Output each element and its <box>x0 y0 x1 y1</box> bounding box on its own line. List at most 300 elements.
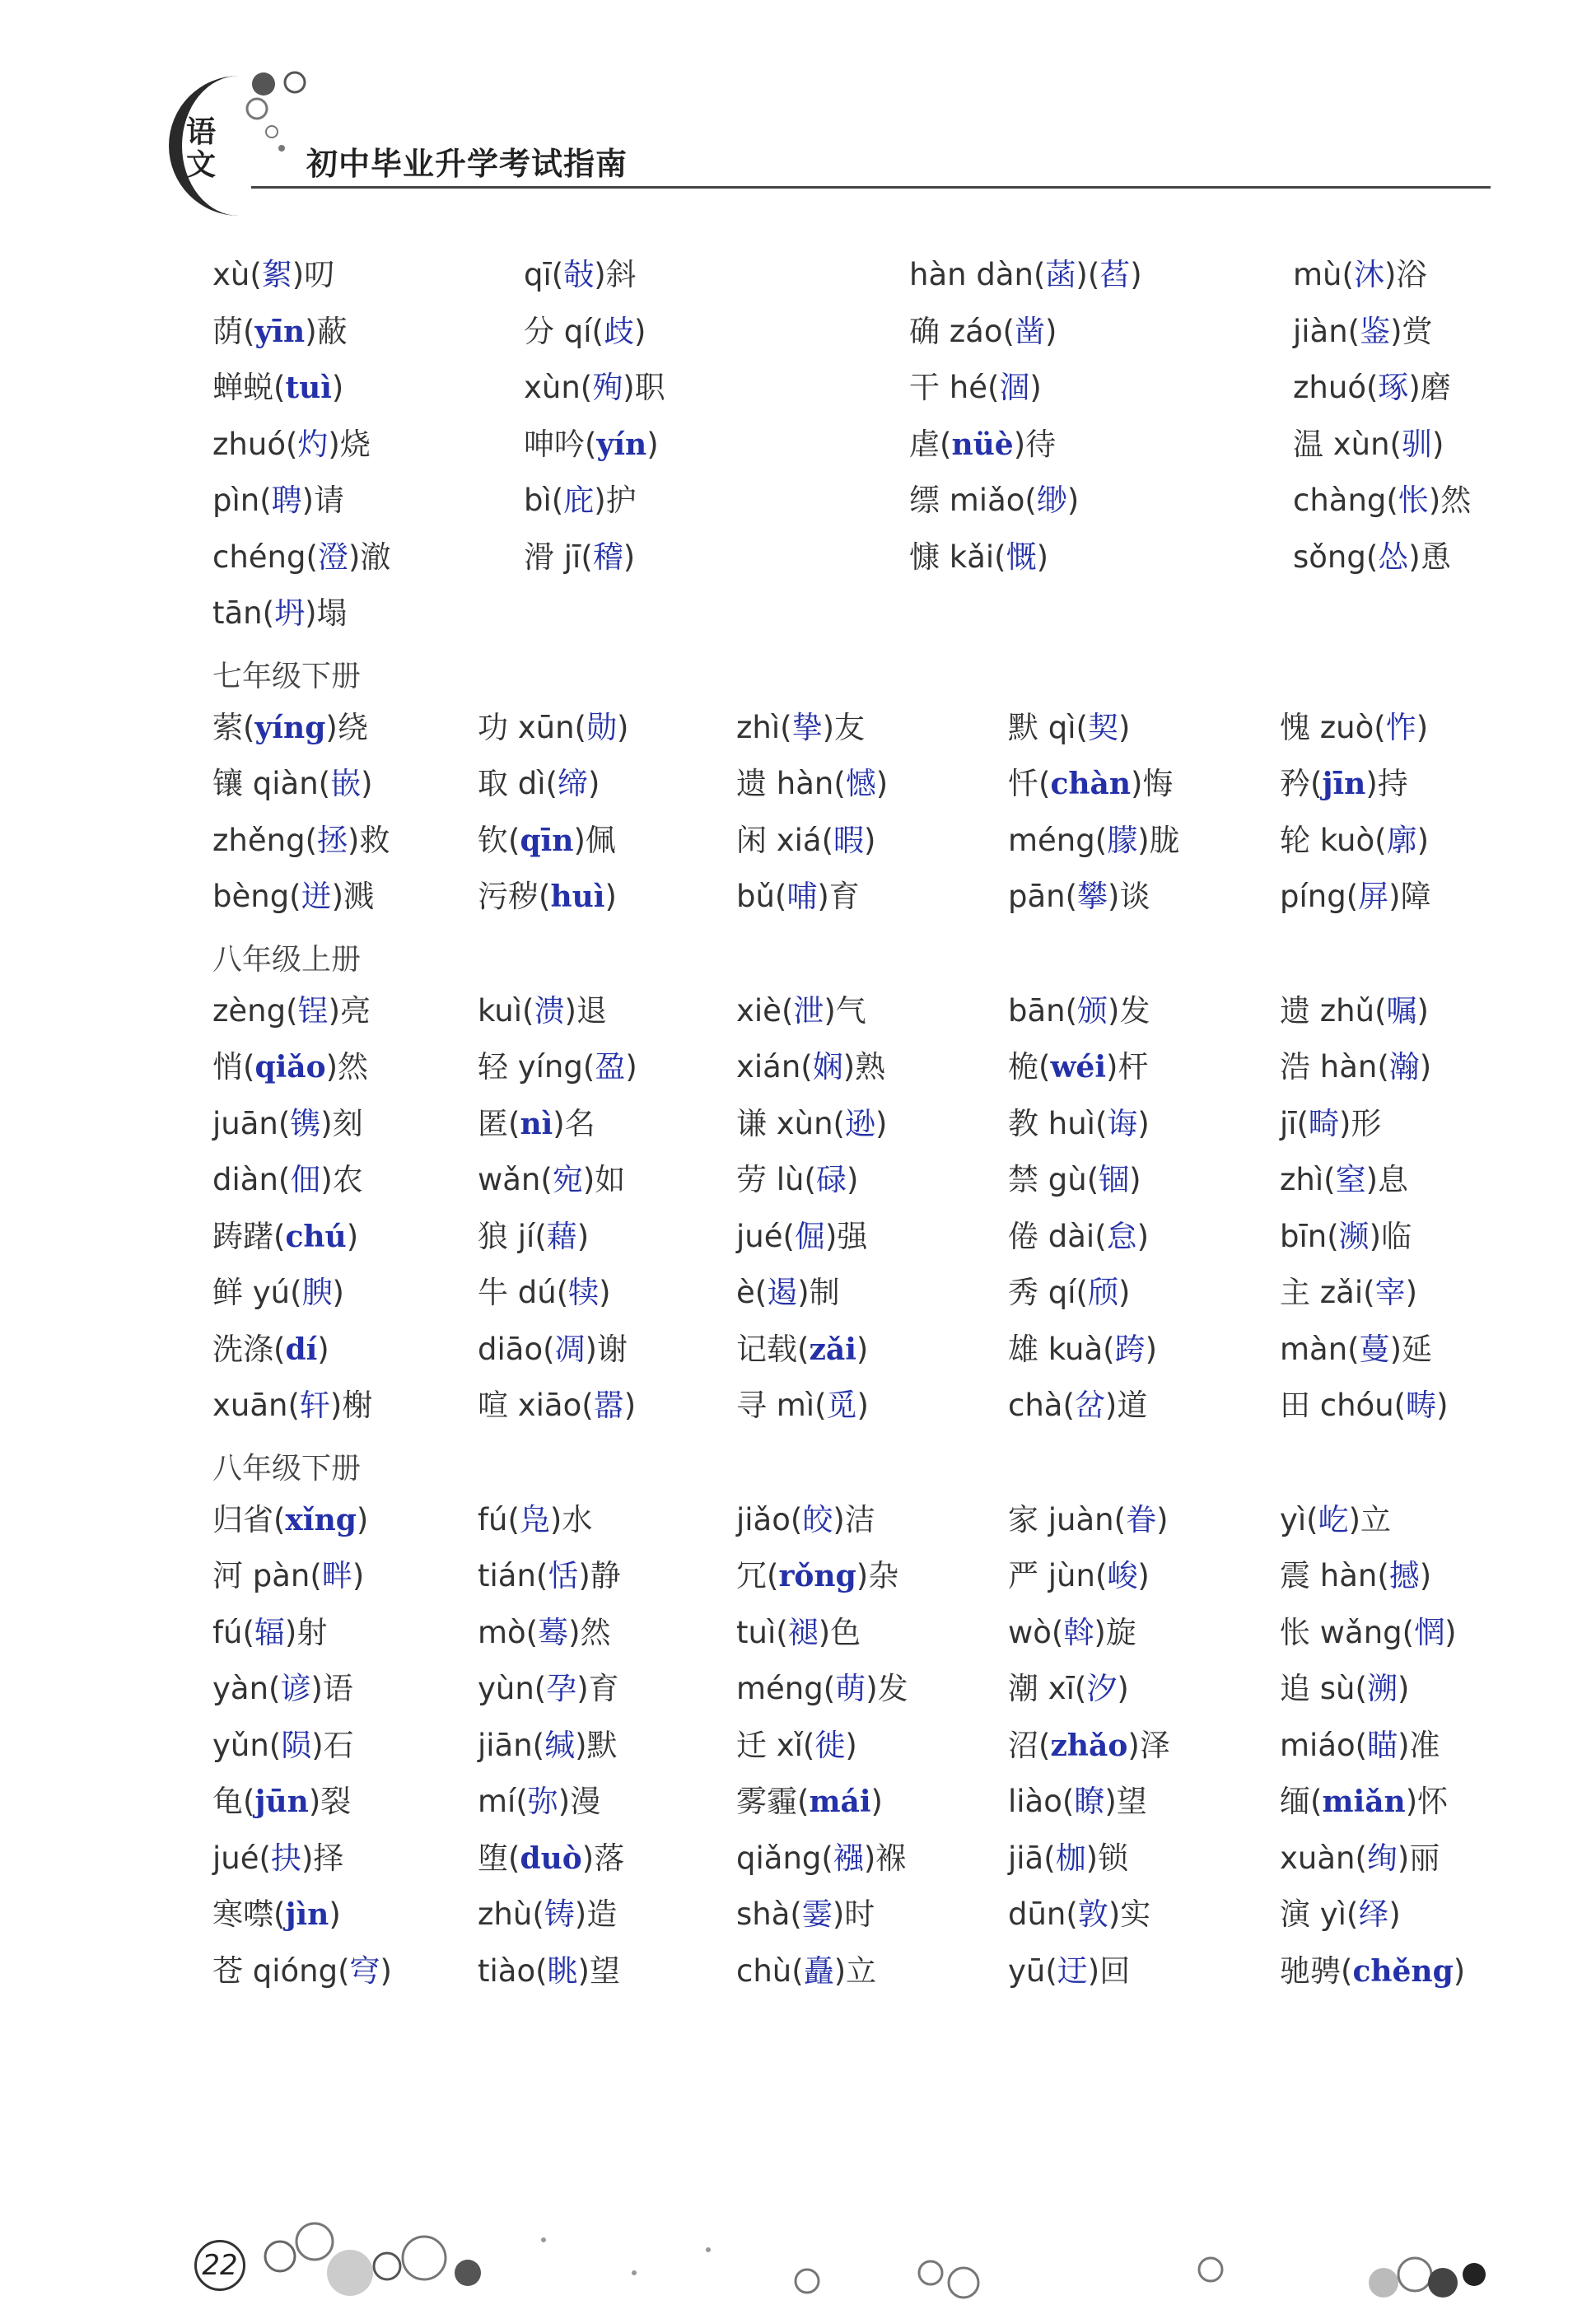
vocab-prefix: 堕( <box>478 1840 520 1876</box>
vocab-item <box>1280 1605 1497 1662</box>
vocab-suffix: )育 <box>576 1671 619 1706</box>
vocab-prefix: 萦( <box>212 709 255 745</box>
vocab-prefix: diāo( <box>478 1331 555 1367</box>
vocab-item <box>1293 247 1497 304</box>
vocab-prefix: 轻 yíng( <box>478 1049 595 1085</box>
vocab-prefix: 矜( <box>1280 766 1323 801</box>
vocab-item <box>1280 813 1497 870</box>
vocab-item <box>212 1096 478 1153</box>
vocab-suffix: )制 <box>797 1275 840 1310</box>
vocab-answer: 萌 <box>835 1671 866 1706</box>
vocab-answer: 徙 <box>814 1727 846 1763</box>
vocab-answer: duò <box>520 1840 582 1876</box>
vocab-item <box>1008 1039 1280 1096</box>
vocab-answer: 憾 <box>845 766 876 801</box>
vocab-item <box>736 1661 1008 1718</box>
vocab-item <box>212 1039 478 1096</box>
vocab-suffix: )立 <box>1348 1501 1392 1537</box>
vocab-item <box>1008 1209 1280 1266</box>
vocab-suffix: )延 <box>1389 1331 1433 1367</box>
vocab-item <box>478 1265 736 1322</box>
vocab-suffix: )然 <box>325 1049 369 1085</box>
vocab-item <box>736 813 1008 870</box>
vocab-item <box>212 983 478 1040</box>
vocab-prefix: 禁 gù( <box>1008 1162 1099 1197</box>
section-title: 八年级下册 <box>212 1451 362 1486</box>
vocab-prefix: 慷 kǎi( <box>909 539 1006 575</box>
vocab-answer: 腴 <box>301 1275 333 1310</box>
vocab-prefix: méng( <box>1008 822 1108 858</box>
vocab-answer: 辐 <box>254 1614 285 1650</box>
vocab-suffix: )漫 <box>558 1784 601 1819</box>
vocab-suffix: )农 <box>320 1162 363 1197</box>
vocab-prefix: miáo( <box>1280 1727 1368 1763</box>
vocab-suffix: ) <box>331 370 344 405</box>
vocabulary-content <box>212 247 1497 1999</box>
vocab-suffix: )名 <box>553 1105 595 1141</box>
vocab-item <box>1280 983 1497 1040</box>
vocab-item <box>212 1718 478 1775</box>
vocab-item <box>736 1831 1008 1887</box>
vocab-item <box>212 1548 478 1605</box>
vocab-suffix: ) <box>875 1105 888 1141</box>
vocab-answer: 宛 <box>552 1162 583 1197</box>
vocab-answer: 溯 <box>1366 1671 1398 1706</box>
vocab-answer: 怠 <box>1106 1218 1137 1254</box>
vocab-prefix: liào( <box>1008 1784 1075 1819</box>
vocab-item <box>1008 1265 1280 1322</box>
vocab-prefix: tān( <box>212 595 275 631</box>
vocab-answer: 怍 <box>1385 709 1416 745</box>
vocab-answer: 矗 <box>803 1952 834 1989</box>
vocab-prefix: 功 xūn( <box>478 709 586 745</box>
vocab-suffix: ) <box>623 1388 637 1423</box>
vocab-prefix: pān( <box>1008 879 1078 914</box>
vocab-answer: 聘 <box>271 483 302 518</box>
vocab-suffix: ) <box>633 313 646 349</box>
vocab-item <box>1008 1943 1280 2000</box>
vocab-answer: 廓 <box>1386 822 1417 858</box>
vocab-prefix: zhì( <box>736 709 792 745</box>
vocab-prefix: diàn( <box>212 1162 291 1197</box>
vocab-prefix: 严 jùn( <box>1008 1558 1108 1593</box>
vocab-suffix: ) <box>1419 1049 1432 1085</box>
vocab-answer: jūn <box>254 1784 309 1819</box>
vocab-grid <box>212 700 1497 926</box>
vocab-prefix: zhěng( <box>212 822 318 858</box>
vocab-suffix: )悔 <box>1131 766 1174 801</box>
vocab-suffix: ) <box>623 539 636 575</box>
vocab-suffix: )亮 <box>328 992 371 1029</box>
vocab-prefix: pìn( <box>212 483 272 518</box>
section-title: 七年级下册 <box>212 659 362 693</box>
vocab-answer: rǒng <box>778 1559 856 1593</box>
vocab-prefix: jué( <box>212 1840 271 1876</box>
vocab-answer: 峻 <box>1107 1558 1138 1593</box>
vocab-item <box>909 360 1293 417</box>
vocab-suffix: ) <box>1145 1331 1158 1367</box>
vocab-item <box>524 247 909 304</box>
vocab-answer: 缈 <box>1036 483 1067 518</box>
vocab-answer: 遏 <box>767 1275 798 1310</box>
vocab-prefix: 桅( <box>1008 1049 1051 1085</box>
vocab-answer: 屏 <box>1358 879 1389 914</box>
vocab-item <box>1008 1492 1280 1549</box>
vocab-suffix: )佩 <box>573 822 616 858</box>
vocab-item <box>736 1378 1008 1435</box>
vocab-item <box>524 304 909 361</box>
vocab-suffix: ) <box>576 1218 590 1254</box>
vocab-answer: 凫 <box>519 1501 550 1537</box>
vocab-prefix: 潮 xī( <box>1008 1671 1087 1706</box>
vocab-answer: chěng <box>1352 1953 1454 1989</box>
vocab-suffix: )赏 <box>1390 313 1433 349</box>
vocab-prefix: 悄( <box>212 1049 255 1085</box>
vocab-prefix: 取 dì( <box>478 766 558 801</box>
vocab-suffix: )斜 <box>594 257 637 292</box>
vocab-answer: 涸 <box>999 370 1030 405</box>
vocab-prefix: 倦 dài( <box>1008 1218 1107 1254</box>
vocab-item <box>1280 1096 1497 1153</box>
vocab-suffix: )请 <box>301 483 345 518</box>
vocab-suffix: ) <box>332 1275 344 1310</box>
vocab-suffix: )障 <box>1388 879 1431 914</box>
vocab-answer: 屹 <box>1318 1501 1349 1537</box>
vocab-suffix: )塌 <box>305 595 348 631</box>
vocab-answer: miǎn <box>1322 1784 1406 1819</box>
vocab-prefix: bǔ( <box>736 879 787 914</box>
vocab-prefix: 遗 zhǔ( <box>1280 992 1387 1029</box>
vocab-answer: 盈 <box>595 1049 626 1085</box>
vocab-item <box>478 1039 736 1096</box>
vocab-suffix: ) <box>1118 709 1131 745</box>
vocab-prefix: 田 chóu( <box>1280 1388 1407 1423</box>
vocab-prefix: 教 huì( <box>1008 1105 1108 1141</box>
vocab-suffix: )杆 <box>1106 1049 1149 1085</box>
vocab-prefix: 演 yì( <box>1280 1896 1359 1932</box>
vocab-item <box>212 1492 478 1549</box>
book-title: 初中毕业升学考试指南 <box>306 145 628 182</box>
vocab-prefix: 怅 wǎng( <box>1280 1614 1415 1650</box>
vocab-suffix: ) <box>846 1162 859 1197</box>
vocab-prefix: 轮 kuò( <box>1280 822 1387 858</box>
vocab-suffix: )色 <box>818 1614 861 1650</box>
vocab-answer: 碌 <box>815 1162 847 1197</box>
vocab-answer: jīn <box>1322 767 1366 801</box>
subject-label: 语文 <box>186 114 217 182</box>
vocab-answer: 谚 <box>280 1671 311 1706</box>
vocab-prefix: 追 sù( <box>1280 1671 1367 1706</box>
vocab-suffix: ) <box>352 1558 365 1593</box>
vocab-item <box>478 1209 736 1266</box>
vocab-item <box>1008 1096 1280 1153</box>
vocab-answer: 跨 <box>1114 1331 1146 1367</box>
vocab-prefix: yǔn( <box>212 1727 282 1763</box>
vocab-answer: 瀚 <box>1388 1049 1420 1085</box>
vocab-suffix: )刻 <box>320 1105 363 1141</box>
vocab-suffix: ) <box>604 879 617 914</box>
vocab-item <box>736 983 1008 1040</box>
vocab-prefix: chà( <box>1008 1388 1075 1423</box>
header-rule <box>251 186 1491 189</box>
vocab-suffix: )榭 <box>329 1388 373 1423</box>
vocab-answer: 抉 <box>270 1840 301 1876</box>
vocab-answer: 驯 <box>1402 426 1432 462</box>
vocab-answer: yíng <box>254 710 326 745</box>
vocab-item <box>736 1039 1008 1096</box>
vocab-prefix: 冗( <box>736 1558 779 1593</box>
vocab-suffix: )谢 <box>585 1331 628 1367</box>
vocab-item <box>1280 1943 1497 2000</box>
vocab-prefix: chàng( <box>1293 483 1398 518</box>
vocab-item <box>212 417 524 474</box>
vocab-answer: 蔓 <box>1359 1331 1390 1367</box>
vocab-suffix: )救 <box>348 822 390 858</box>
vocab-item <box>478 1096 736 1153</box>
vocab-answer: 绚 <box>1366 1840 1398 1876</box>
vocab-prefix: 干 hé( <box>909 370 1000 405</box>
vocab-answer: 怂 <box>1378 539 1409 575</box>
vocab-prefix: 踌躇( <box>212 1218 286 1254</box>
vocab-item <box>478 1492 736 1549</box>
vocab-answer: 瞄 <box>1367 1727 1398 1763</box>
vocab-prefix: zhì( <box>1280 1162 1336 1197</box>
vocab-suffix: ) <box>1130 257 1142 292</box>
vocab-prefix: wò( <box>1008 1614 1064 1650</box>
vocab-item <box>478 1774 736 1831</box>
vocab-prefix: 谦 xùn( <box>736 1105 845 1141</box>
vocab-prefix: 荫( <box>212 313 255 349</box>
vocab-item <box>212 360 524 417</box>
vocab-prefix: 鲜 yú( <box>212 1275 302 1310</box>
vocab-answer: 眺 <box>547 1952 578 1989</box>
vocab-suffix: )护 <box>594 483 637 518</box>
vocab-suffix: ) <box>361 766 373 801</box>
vocab-suffix: )谈 <box>1108 879 1150 914</box>
vocab-item <box>736 1774 1008 1831</box>
vocab-suffix: )溅 <box>331 879 375 914</box>
vocab-item <box>736 1943 1008 2000</box>
vocab-item <box>1280 869 1497 926</box>
vocab-prefix: 雄 kuà( <box>1008 1331 1115 1367</box>
vocab-prefix: 钦( <box>478 822 520 858</box>
vocab-item <box>478 983 736 1040</box>
vocab-prefix: 苍 qióng( <box>212 1952 350 1989</box>
vocab-answer: 哺 <box>786 879 818 914</box>
vocab-item <box>736 1492 1008 1549</box>
vocab-prefix: 劳 lù( <box>736 1162 816 1197</box>
vocab-item <box>212 585 524 642</box>
vocab-item <box>212 1152 478 1209</box>
vocab-suffix: )( <box>1076 257 1100 292</box>
vocab-item <box>736 1322 1008 1379</box>
vocab-prefix: 闲 xiá( <box>736 822 834 858</box>
vocab-answer: chú <box>285 1219 347 1254</box>
vocab-suffix: )临 <box>1369 1218 1412 1254</box>
vocab-item <box>1008 869 1280 926</box>
vocab-answer: 枷 <box>1055 1840 1086 1876</box>
vocab-prefix: 默 qì( <box>1008 709 1088 745</box>
vocab-answer: 犊 <box>568 1275 600 1310</box>
vocab-item <box>1008 1605 1280 1662</box>
vocab-suffix: )如 <box>582 1162 626 1197</box>
vocab-answer: 挚 <box>791 709 823 745</box>
vocab-prefix: yì( <box>1280 1501 1318 1537</box>
vocab-answer: yīn <box>254 314 306 349</box>
vocab-suffix: )语 <box>310 1671 353 1706</box>
vocab-suffix: )待 <box>1013 426 1057 462</box>
vocab-suffix: )职 <box>623 370 665 405</box>
vocab-answer: 岔 <box>1074 1388 1105 1423</box>
vocab-suffix: )落 <box>581 1840 625 1876</box>
vocab-prefix: 洗涤( <box>212 1331 286 1367</box>
vocab-suffix: ) <box>329 1896 341 1932</box>
vocab-prefix: 雾霾( <box>736 1784 810 1819</box>
vocab-item <box>909 473 1293 530</box>
vocab-prefix: mù( <box>1293 257 1354 292</box>
vocab-item <box>478 1548 736 1605</box>
vocab-prefix: 缅( <box>1280 1784 1323 1819</box>
vocab-suffix: )然 <box>568 1614 611 1650</box>
vocab-item <box>1008 1661 1280 1718</box>
vocab-answer: 缄 <box>544 1727 576 1763</box>
vocab-answer: 暇 <box>833 822 865 858</box>
vocab-answer: 绎 <box>1358 1896 1389 1932</box>
vocab-suffix: ) <box>1416 822 1430 858</box>
vocab-item <box>478 1887 736 1943</box>
vocab-suffix: ) <box>875 766 889 801</box>
vocab-item <box>212 304 524 361</box>
vocab-prefix: jiǎo( <box>736 1501 803 1537</box>
vocab-answer: 逊 <box>845 1105 875 1141</box>
vocab-prefix: 震 hàn( <box>1280 1558 1389 1593</box>
vocab-prefix: 虐( <box>909 426 952 462</box>
vocab-item <box>1280 1887 1497 1943</box>
vocab-prefix: 牛 dú( <box>478 1275 569 1310</box>
vocab-suffix: ) <box>1137 1558 1150 1593</box>
vocab-answer: 契 <box>1087 709 1118 745</box>
vocab-suffix: )怀 <box>1405 1784 1449 1819</box>
vocab-answer: 濒 <box>1338 1218 1370 1254</box>
vocab-prefix: sǒng( <box>1293 539 1379 575</box>
vocab-answer: 嚣 <box>593 1388 624 1423</box>
vocab-suffix: )望 <box>1104 1784 1147 1819</box>
vocab-suffix: ) <box>856 1331 869 1367</box>
vocab-suffix: ) <box>1029 370 1042 405</box>
vocab-item <box>212 1209 478 1266</box>
vocab-item <box>524 417 909 474</box>
vocab-suffix: ) <box>1388 1896 1401 1932</box>
vocab-prefix: dūn( <box>1008 1896 1078 1932</box>
vocab-suffix: )褓 <box>863 1840 907 1876</box>
vocab-prefix: 主 zǎi( <box>1280 1275 1375 1310</box>
vocab-item <box>1280 1718 1497 1775</box>
vocab-answer: 宰 <box>1374 1275 1406 1310</box>
vocab-answer: 坍 <box>274 595 306 631</box>
vocab-prefix: yàn( <box>212 1671 281 1706</box>
vocab-prefix: 寒噤( <box>212 1896 286 1932</box>
vocab-item <box>1280 1209 1497 1266</box>
vocab-suffix: ) <box>1405 1275 1418 1310</box>
vocab-suffix: )胧 <box>1137 822 1180 858</box>
vocab-prefix: wǎn( <box>478 1162 553 1197</box>
vocab-answer: 缔 <box>557 766 588 801</box>
vocab-item <box>909 304 1293 361</box>
vocab-suffix: ) <box>625 1049 637 1085</box>
vocab-suffix: ) <box>617 709 629 745</box>
vocab-answer: 迂 <box>1057 1952 1088 1989</box>
vocab-answer: 颀 <box>1087 1275 1118 1310</box>
vocab-suffix: )叨 <box>292 257 335 292</box>
vocab-suffix: ) <box>1416 709 1429 745</box>
vocab-suffix: ) <box>1453 1952 1466 1989</box>
footer-bubbles-decoration <box>247 2190 1499 2306</box>
vocab-item <box>909 247 1293 304</box>
vocab-prefix: zèng( <box>212 992 298 1029</box>
vocab-prefix: jiàn( <box>1293 313 1360 349</box>
vocab-grid-top <box>212 247 1497 642</box>
vocab-suffix: ) <box>1419 1558 1432 1593</box>
vocab-prefix: 忏( <box>1008 766 1051 801</box>
vocab-item <box>909 530 1293 586</box>
vocab-item <box>1280 1831 1497 1887</box>
vocab-answer: 萏 <box>1099 257 1131 292</box>
vocab-item <box>212 756 478 813</box>
vocab-answer: 畴 <box>1406 1388 1437 1423</box>
vocab-suffix: )发 <box>1108 992 1150 1029</box>
vocab-item <box>1008 813 1280 870</box>
vocab-answer: 撼 <box>1388 1558 1420 1593</box>
vocab-answer: 嵌 <box>330 766 362 801</box>
vocab-item <box>212 700 478 757</box>
vocab-answer: mái <box>809 1784 871 1819</box>
vocab-prefix: 龟( <box>212 1784 255 1819</box>
vocab-answer: yín <box>596 427 647 462</box>
vocab-suffix: ) <box>1044 313 1057 349</box>
vocab-grid <box>212 1492 1497 2000</box>
vocab-prefix: xuàn( <box>1280 1840 1367 1876</box>
vocab-prefix: jué( <box>736 1218 795 1254</box>
vocab-suffix: )形 <box>1339 1105 1382 1141</box>
vocab-answer: 娴 <box>812 1049 843 1085</box>
vocab-item <box>1293 473 1497 530</box>
vocab-answer: 凿 <box>1014 313 1045 349</box>
vocab-answer: xǐng <box>285 1502 357 1537</box>
vocab-item <box>1280 1492 1497 1549</box>
vocab-item <box>1280 1774 1497 1831</box>
vocab-prefix: fú( <box>212 1614 254 1650</box>
vocab-item <box>478 1322 736 1379</box>
vocab-item <box>478 1831 736 1887</box>
vocab-item <box>736 1605 1008 1662</box>
vocab-prefix: 浩 hàn( <box>1280 1049 1389 1085</box>
vocab-answer: 镌 <box>290 1105 321 1141</box>
vocab-suffix: ) <box>1156 1501 1169 1537</box>
vocab-answer: 轩 <box>299 1388 330 1423</box>
vocab-answer: 汐 <box>1086 1671 1118 1706</box>
vocab-sections <box>212 654 1497 2000</box>
vocab-prefix: tuì( <box>736 1614 788 1650</box>
vocab-answer: 弥 <box>527 1784 558 1819</box>
vocab-prefix: jī( <box>1280 1105 1309 1141</box>
vocab-suffix: )浴 <box>1384 257 1427 292</box>
vocab-item <box>478 1378 736 1435</box>
vocab-item <box>736 1152 1008 1209</box>
vocab-suffix: ) <box>845 1727 857 1763</box>
vocab-prefix: bān( <box>1008 992 1078 1029</box>
vocab-item <box>736 1548 1008 1605</box>
vocab-suffix: )时 <box>832 1896 875 1932</box>
